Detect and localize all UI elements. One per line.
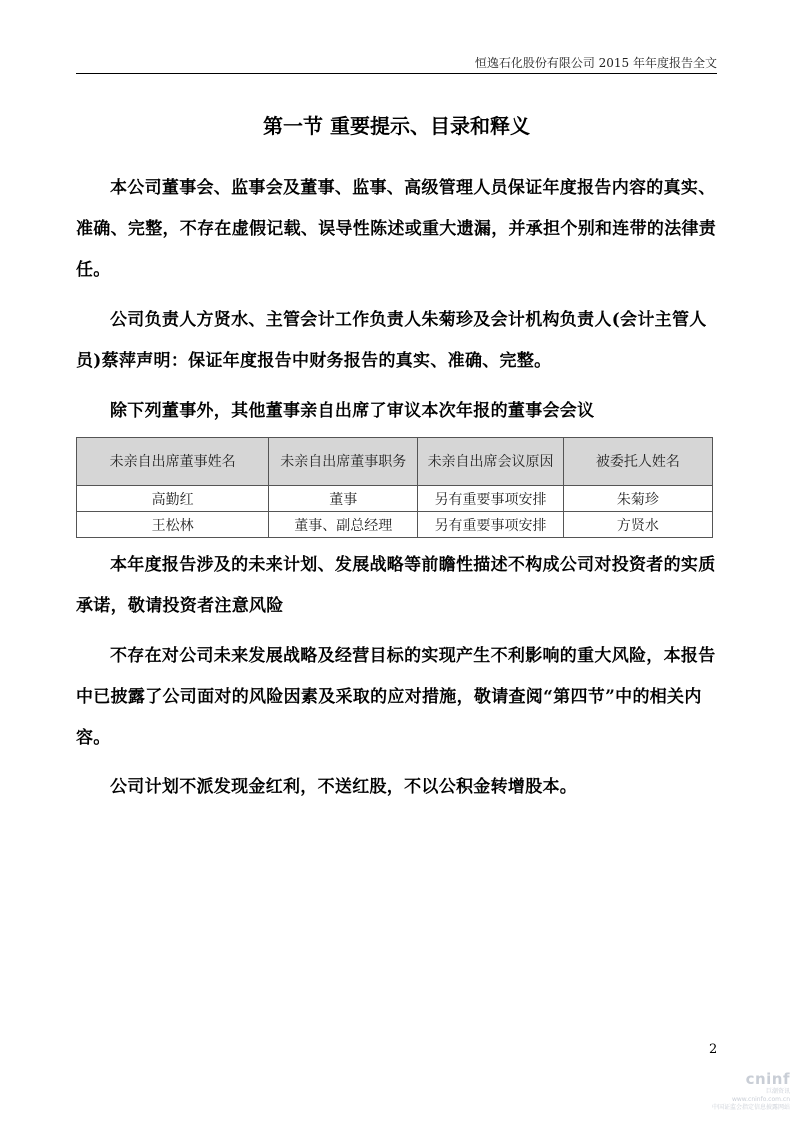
table-cell: 另有重要事项安排	[418, 512, 563, 538]
table-cell: 王松林	[77, 512, 269, 538]
paragraph-forward-looking-risk: 本年度报告涉及的未来计划、发展战略等前瞻性描述不构成公司对投资者的实质承诺，敬请投资者注意风险	[76, 555, 716, 616]
paragraph-financial-statement: 公司负责人方贤水、主管会计工作负责人朱菊珍及会计机构负责人(会计主管人员)蔡萍声明：保证年度报告中财务报告的真实、准确、完整。	[76, 310, 707, 371]
paragraph-absent-directors-intro: 除下列董事外，其他董事亲自出席了审议本次年报的董事会会议	[110, 401, 595, 421]
table-cell: 方贤水	[563, 512, 712, 538]
table-cell: 高勤红	[77, 486, 269, 512]
table-row	[77, 486, 713, 512]
page-number: 2	[709, 1042, 718, 1057]
table-header-cell: 未亲自出席会议原因	[418, 438, 563, 486]
table-header-cell: 未亲自出席董事姓名	[77, 438, 269, 486]
absent-directors-table	[76, 437, 713, 538]
paragraph-dividend-plan: 公司计划不派发现金红利，不送红股，不以公积金转增股本。	[110, 777, 578, 797]
cninfo-tagline: 中国证监会指定信息披露网站	[711, 1104, 790, 1111]
table-header-cell: 被委托人姓名	[563, 438, 712, 486]
table-header-cell: 未亲自出席董事职务	[269, 438, 418, 486]
table-header-row	[77, 438, 713, 486]
paragraph-board-guarantee: 本公司董事会、监事会及董事、监事、高级管理人员保证年度报告内容的真实、准确、完整，不存在虚假记载、误导性陈述或重大遗漏，并承担个别和连带的法律责任。	[76, 178, 717, 280]
table-cell: 朱菊珍	[563, 486, 712, 512]
table-cell: 另有重要事项安排	[418, 486, 563, 512]
table-row	[77, 512, 713, 538]
paragraph-major-risk: 不存在对公司未来发展战略及经营目标的实现产生不利影响的重大风险，本报告中已披露了公司面对的风险因素及采取的应对措施，敬请查阅“第四节”中的相关内容。	[76, 646, 716, 748]
cninfo-watermark	[700, 1070, 790, 1112]
cninfo-url: www.cninfo.com.cn	[731, 1096, 790, 1103]
cninfo-logo: cninf	[745, 1070, 790, 1088]
table-cell: 董事	[269, 486, 418, 512]
table-cell: 董事、副总经理	[269, 512, 418, 538]
section-title: 第一节 重要提示、目录和释义	[263, 114, 530, 138]
report-header-title: 恒逸石化股份有限公司 2015 年年度报告全文	[474, 56, 717, 70]
cninfo-name: 巨潮资讯	[765, 1088, 790, 1095]
header-divider	[76, 73, 717, 74]
